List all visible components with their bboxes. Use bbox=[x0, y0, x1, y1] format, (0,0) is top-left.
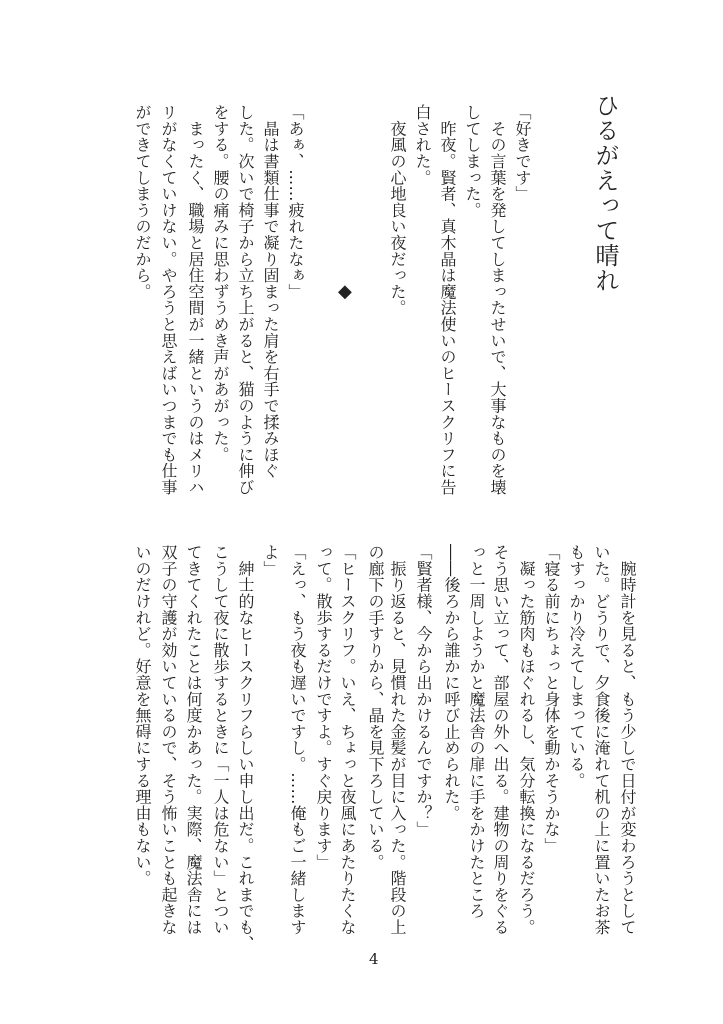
text-column: よ」 bbox=[261, 544, 280, 577]
text-column: 腕時計を見ると、もう少しで日付が変わろうとして bbox=[618, 544, 637, 936]
text-column: 晶は書類仕事で凝り固まった肩を右手で揉みほぐ bbox=[261, 104, 280, 479]
text-column: 「あぁ、……疲れたなぁ」 bbox=[286, 104, 305, 300]
text-column: 夜風の心地良い夜だった。 bbox=[388, 104, 407, 316]
text-column: こうして夜に散歩するときに「一人は危ない」とつい bbox=[211, 544, 230, 936]
text-column: 双子の守護が効いているので、そう怖いことも起きな bbox=[159, 544, 178, 936]
section-break-diamond: ◆ bbox=[338, 281, 352, 302]
text-column: リがなくていけない。やろうと思えばいつまでも仕事 bbox=[159, 104, 178, 496]
text-column: 昨夜。賢者、真木晶は魔法使いのヒースクリフに告 bbox=[438, 104, 457, 496]
text-column: そう思い立って、部屋の外へ出る。建物の周りをぐる bbox=[491, 544, 510, 936]
text-column: 紳士的なヒースクリフらしい申し出だ。これまでも、 bbox=[236, 544, 255, 952]
text-column: ができてしまうのだから。 bbox=[133, 104, 152, 300]
text-column: 凝った筋肉もほぐれるし、気分転換になるだろう。 bbox=[517, 544, 536, 936]
story-title: ひるがえって晴れ bbox=[591, 93, 619, 293]
text-column: してしまった。 bbox=[463, 104, 482, 219]
text-column: って。散歩するだけですよ。すぐ戻ります」 bbox=[314, 544, 333, 870]
text-column: 「えっ、もう夜も遅いですし。……俺もご一緒します bbox=[288, 544, 307, 936]
text-column: ――後ろから誰かに呼び止められた。 bbox=[442, 544, 461, 822]
text-column: 白された。 bbox=[413, 104, 432, 186]
text-column: の廊下の手すりから、晶を見下ろしている。 bbox=[366, 544, 385, 870]
text-column: 「好きです」 bbox=[513, 104, 532, 202]
text-column: てきてくれたことは何度かあった。実際、魔法舎には bbox=[184, 544, 203, 936]
text-column: 「寝る前にちょっと身体を動かそうかな」 bbox=[542, 544, 561, 854]
text-column: した。次いで椅子から立ち上がると、猫のように伸び bbox=[236, 104, 255, 496]
page-number: 4 bbox=[369, 950, 379, 968]
text-column: その言葉を発してしまったせいで、大事なものを壊 bbox=[488, 104, 507, 496]
text-column: まったく、職場と居住空間が一緒というのはメリハ bbox=[186, 104, 205, 496]
text-column: 「賢者様、今から出かけるんですか？」 bbox=[414, 544, 433, 838]
text-column: 「ヒースクリフ。いえ、ちょっと夜風にあたりたくな bbox=[338, 544, 357, 936]
text-column: 振り返ると、見慣れた金髪が目に入った。階段の上 bbox=[388, 544, 407, 936]
text-column: いのだけれど。好意を無碍にする理由もない。 bbox=[133, 544, 152, 887]
text-column: をする。腰の痛みに思わずうめき声があがった。 bbox=[211, 104, 230, 463]
text-column: もすっかり冷えてしまっている。 bbox=[567, 544, 586, 789]
text-column: っと一周しようかと魔法舎の扉に手をかけたところ bbox=[467, 544, 486, 919]
text-column: いた。どうりで、夕食後に淹れて机の上に置いたお茶 bbox=[592, 544, 611, 936]
